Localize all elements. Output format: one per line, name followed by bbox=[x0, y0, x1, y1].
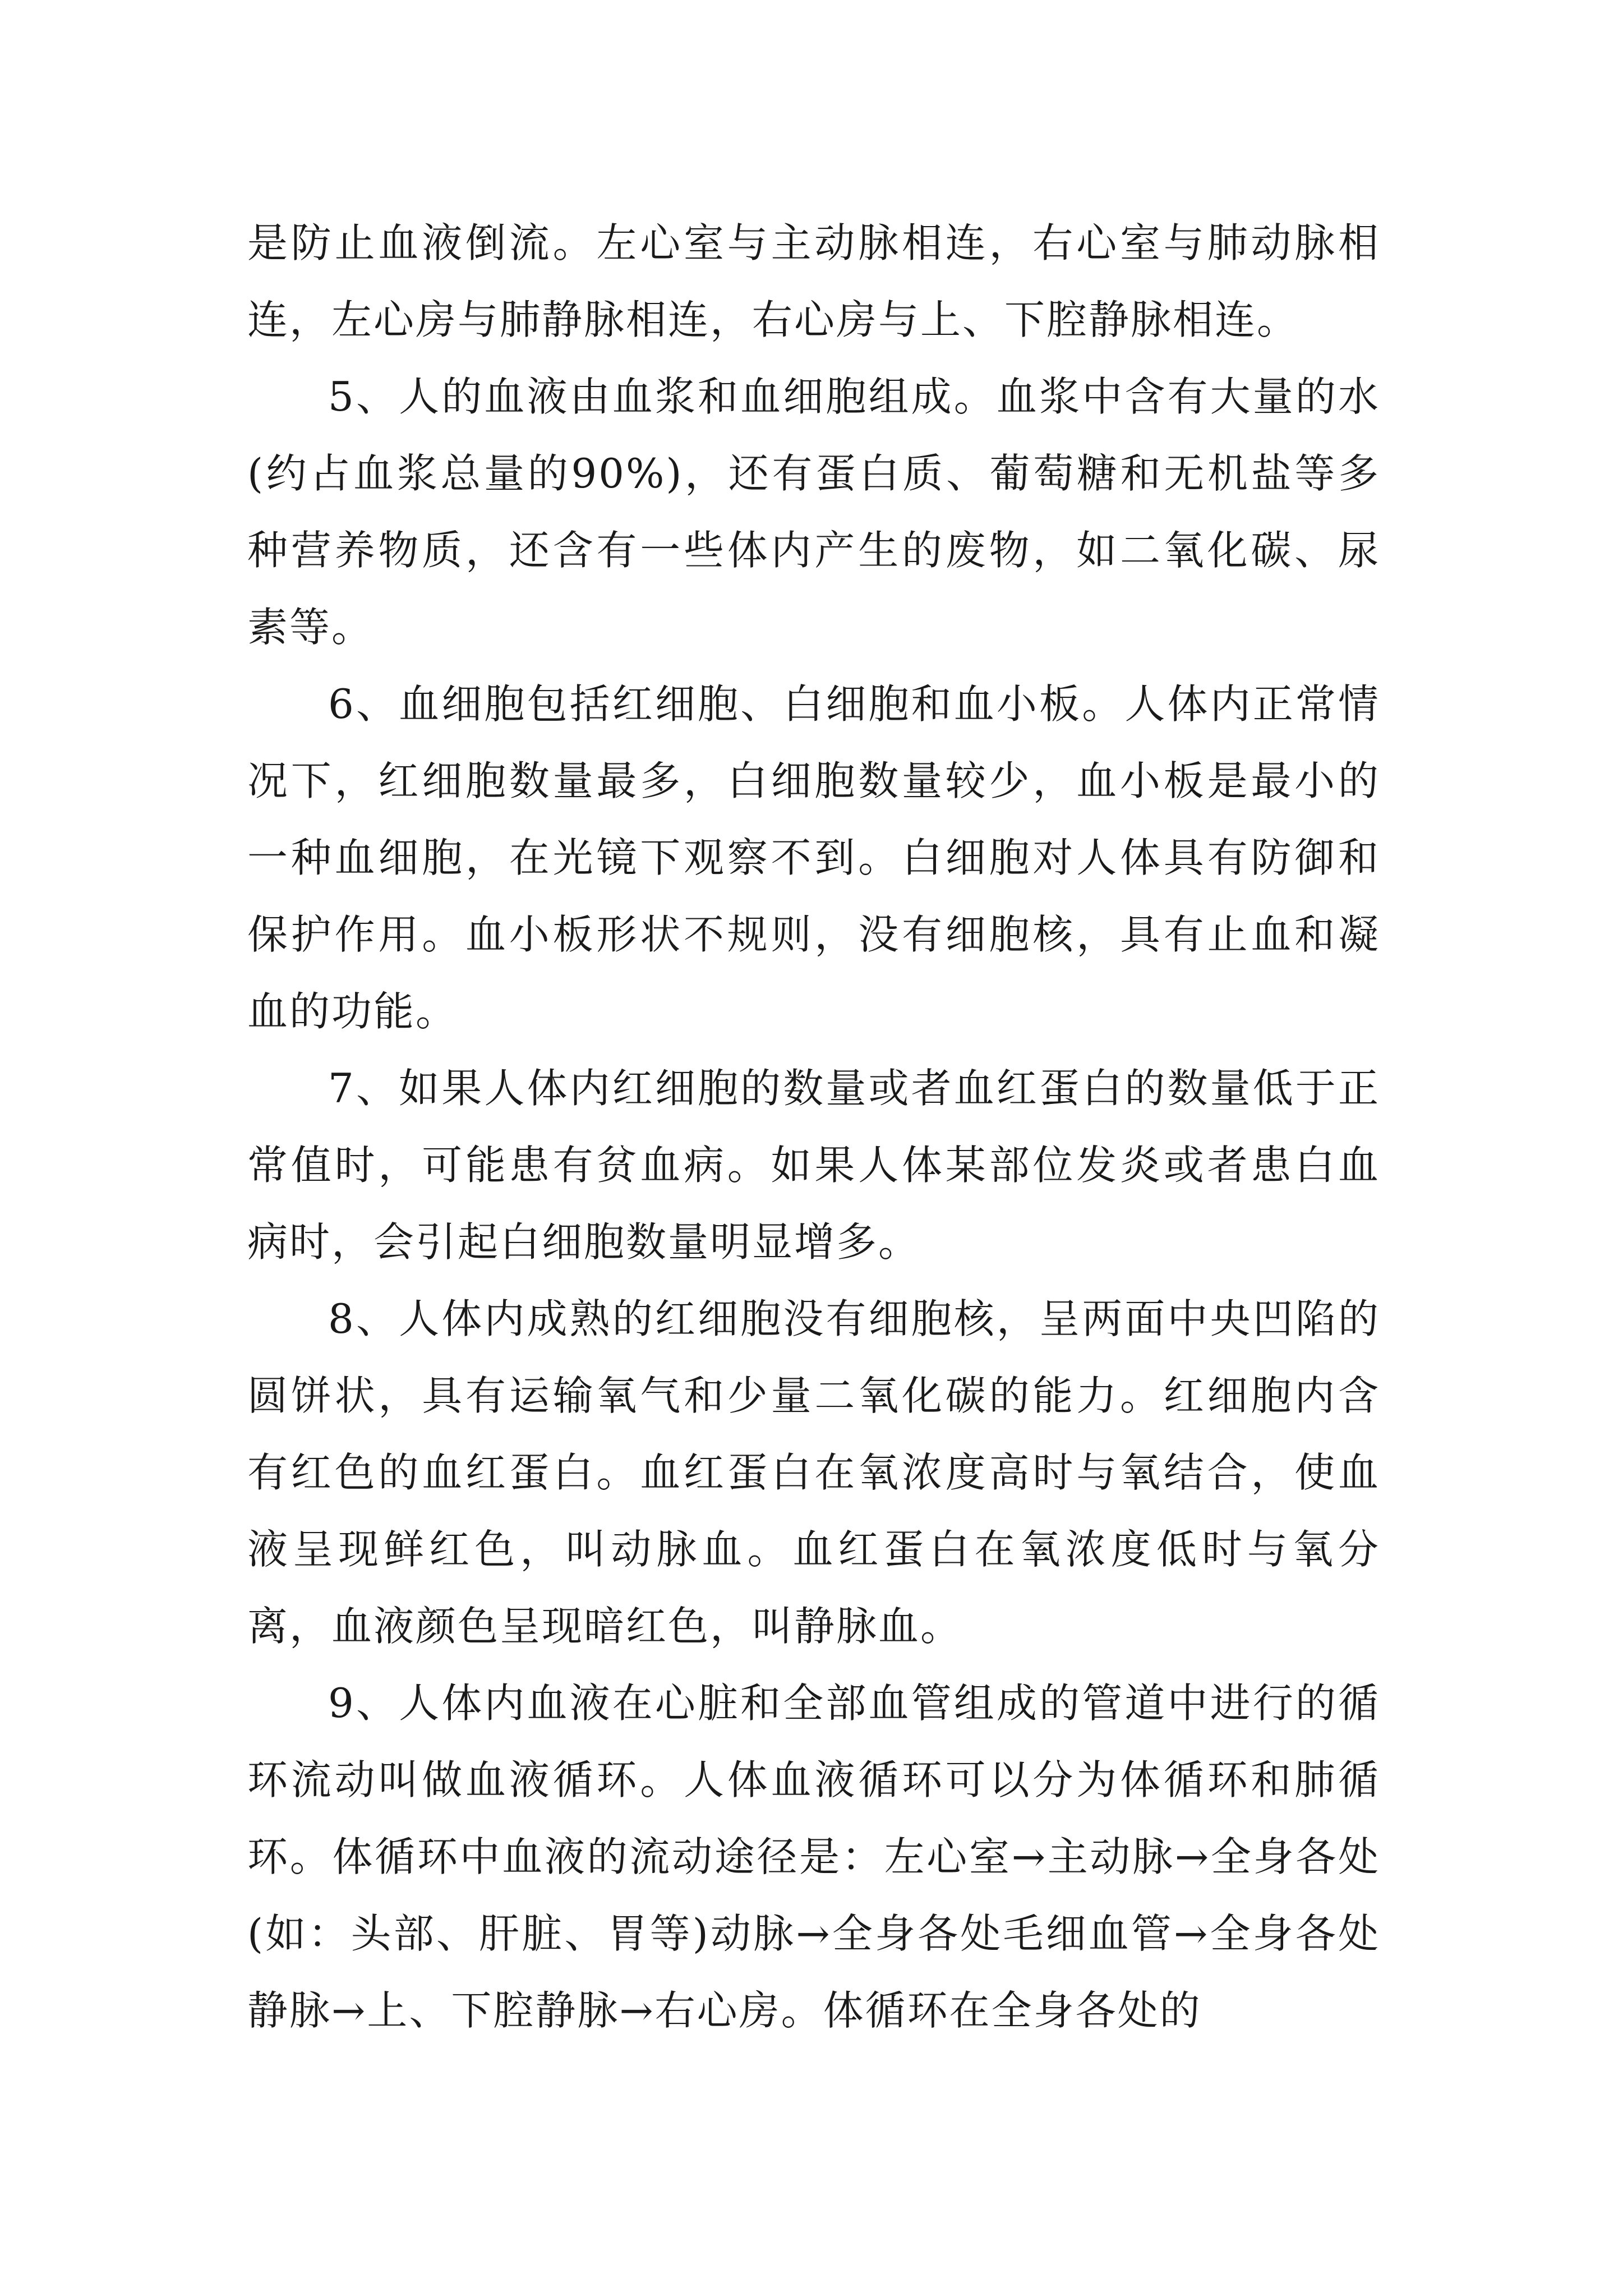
body-text bbox=[247, 205, 1380, 2049]
paragraph-6: 6、血细胞包括红细胞、白细胞和血小板。人体内正常情况下，红细胞数量最多，白细胞数量较少，血小板是最小的一种血细胞，在光镜下观察不到。白细胞对人体具有防御和保护作用。血小板形状不规则，没有细胞核，具有止血和凝血的功能。 bbox=[247, 680, 1380, 1035]
paragraph-8: 8、人体内成熟的红细胞没有细胞核，呈两面中央凹陷的圆饼状，具有运输氧气和少量二氧化碳的能力。红细胞内含有红色的血红蛋白。血红蛋白在氧浓度高时与氧结合，使血液呈现鲜红色，叫动脉血。血红蛋白在氧浓度低时与氧分离，血液颜色呈现暗红色，叫静脉血。 bbox=[247, 1295, 1380, 1650]
paragraph-continued: 是防止血液倒流。左心室与主动脉相连，右心室与肺动脉相连，左心房与肺静脉相连，右心房与上、下腔静脉相连。 bbox=[247, 219, 1380, 343]
paragraph-5: 5、人的血液由血浆和血细胞组成。血浆中含有大量的水(约占血浆总量的90%)，还有蛋白质、葡萄糖和无机盐等多种营养物质，还含有一些体内产生的废物，如二氧化碳、尿素等。 bbox=[247, 373, 1380, 651]
paragraph-7: 7、如果人体内红细胞的数量或者血红蛋白的数量低于正常值时，可能患有贫血病。如果人体某部位发炎或者患白血病时，会引起白细胞数量明显增多。 bbox=[247, 1065, 1380, 1266]
paragraph-9: 9、人体内血液在心脏和全部血管组成的管道中进行的循环流动叫做血液循环。人体血液循环可以分为体循环和肺循环。体循环中血液的流动途径是：左心室→主动脉→全身各处(如：头部、肝脏、胃等)动脉→全身各处毛细血管→全身各处静脉→上、下腔静脉→右心房。体循环在全身各处的 bbox=[247, 1680, 1380, 2034]
